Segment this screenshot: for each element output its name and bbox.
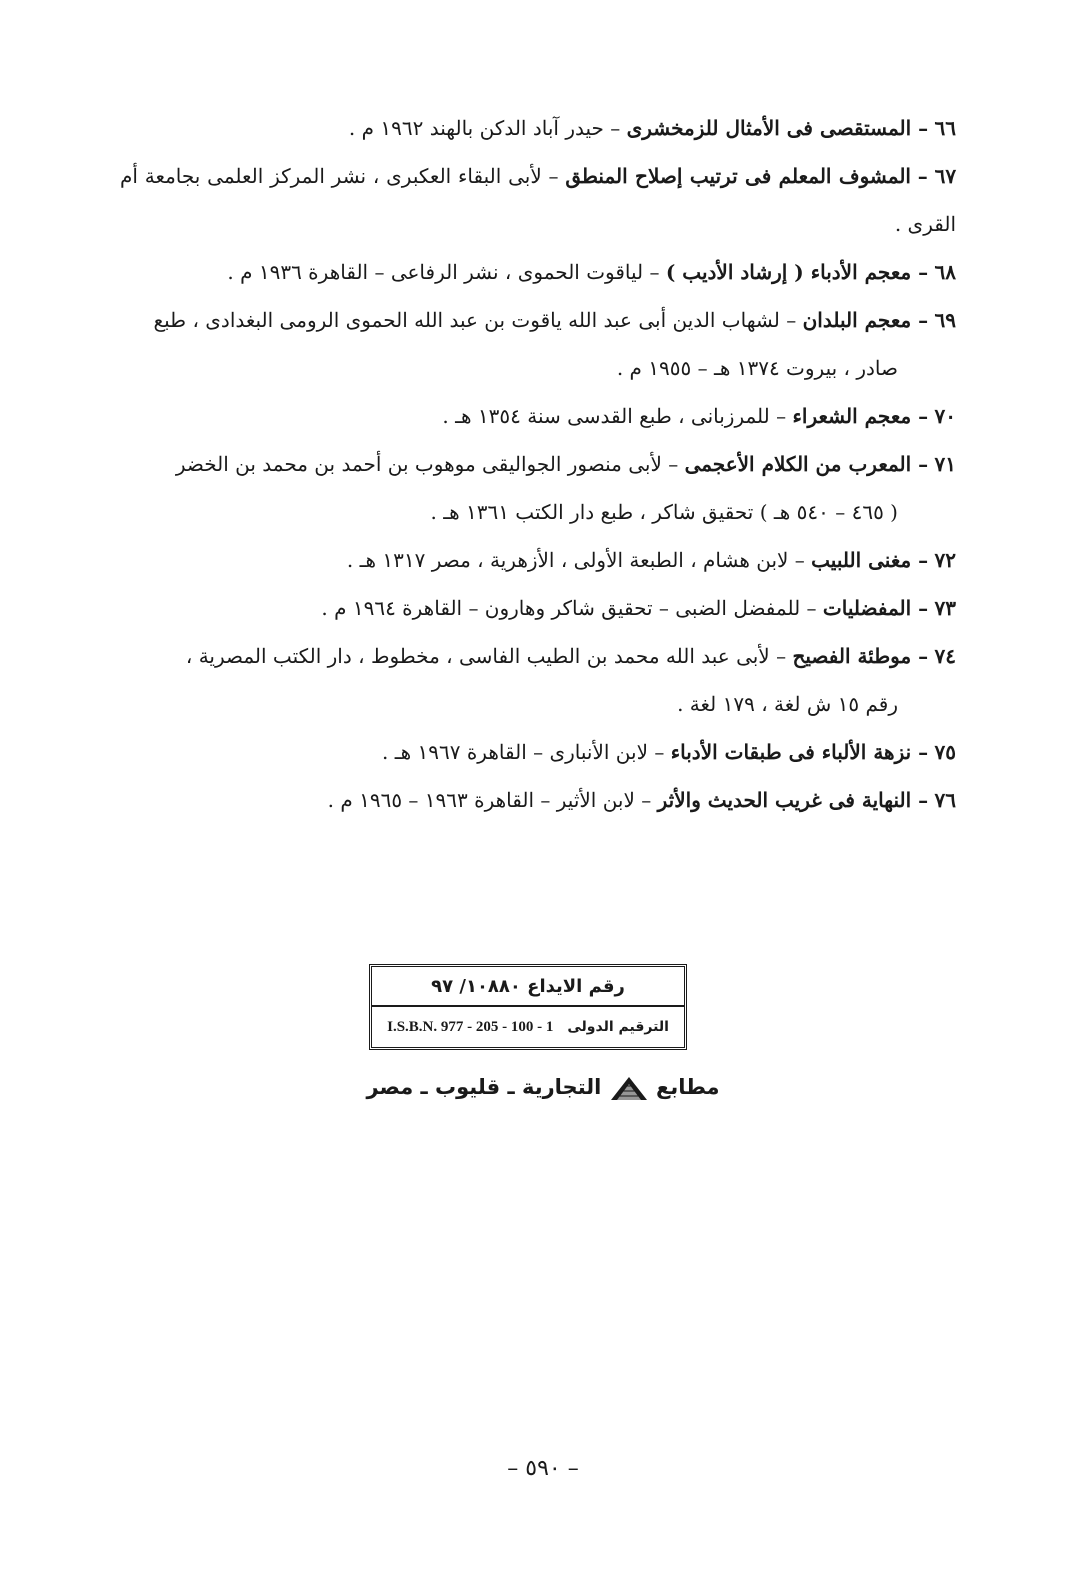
reference-title: معجم الشعراء <box>792 404 912 428</box>
reference-item: ٧٢ – مغنى اللبيب – لابن هشام ، الطبعة الأولى ، الأزهرية ، مصر ١٣١٧ هـ . <box>346 548 956 572</box>
reference-details: لابن هشام ، الطبعة الأولى ، الأزهرية ، مصر ١٣١٧ هـ . <box>346 548 789 572</box>
reference-item: ٧٤ – موطئة الفصيح – لأبى عبد الله محمد بن الطيب الفاسى ، مخطوط ، دار الكتب المصرية ، رقم ١٥ ش لغة ، ١٧٩ لغة . <box>120 632 956 728</box>
reference-item: ٦٦ – المستقصى فى الأمثال للزمخشرى – حيدر آباد الدكن بالهند ١٩٦٢ م . <box>348 116 956 140</box>
reference-item: ٧٥ – نزهة الألباء فى طبقات الأدباء – لابن الأنبارى – القاهرة ١٩٦٧ هـ . <box>382 740 956 764</box>
reference-number: ٧١ <box>934 452 956 476</box>
reference-details: لابن الأثير – القاهرة ١٩٦٣ – ١٩٦٥ م . <box>327 788 635 812</box>
printer-name-start: مطابع <box>655 1075 720 1099</box>
reference-list <box>120 104 956 824</box>
reference-details: لأبى عبد الله محمد بن الطيب الفاسى ، مخطوط ، دار الكتب المصرية ، <box>185 644 770 668</box>
reference-details: لابن الأنبارى – القاهرة ١٩٦٧ هـ . <box>382 740 648 764</box>
reference-title: معجم البلدان <box>802 308 912 332</box>
reference-number: ٧٣ <box>934 596 956 620</box>
reference-item: ٧١ – المعرب من الكلام الأعجمى – لأبى منصور الجواليقى موهوب بن أحمد بن محمد بن الخضر ( ٤٦٥ – ٥٤٠ هـ ) تحقيق شاكر ، طبع دار الكتب ١٣٦١ هـ . <box>120 440 956 536</box>
reference-details: للمفضل الضبى – تحقيق شاكر وهارون – القاهرة ١٩٦٤ م . <box>321 596 801 620</box>
page-number: – ٥٩٠ – <box>507 1456 579 1481</box>
isbn-value: I.S.B.N. 977 - 205 - 100 - 1 <box>387 1018 554 1035</box>
reference-item: ٧٣ – المفضليات – للمفضل الضبى – تحقيق شاكر وهارون – القاهرة ١٩٦٤ م . <box>321 596 956 620</box>
reference-title: المعرب من الكلام الأعجمى <box>684 452 912 476</box>
isbn-label: الترقيم الدولى <box>567 1019 669 1035</box>
reference-details: للمرزبانى ، طبع القدسى سنة ١٣٥٤ هـ . <box>442 404 770 428</box>
reference-title: المشوف المعلم فى ترتيب إصلاح المنطق <box>565 164 911 188</box>
deposit-number-box <box>369 964 687 1050</box>
reference-title: النهاية فى غريب الحديث والأثر <box>657 788 912 812</box>
reference-title: نزهة الألباء فى طبقات الأدباء <box>670 740 912 764</box>
reference-item: ٦٧ – المشوف المعلم فى ترتيب إصلاح المنطق – لأبى البقاء العكبرى ، نشر المركز العلمى بجامعة أم القرى . <box>120 164 957 236</box>
reference-number: ٧٢ <box>934 548 956 572</box>
reference-item: ٧٦ – النهاية فى غريب الحديث والأثر – لابن الأثير – القاهرة ١٩٦٣ – ١٩٦٥ م . <box>327 788 956 812</box>
reference-title: مغنى اللبيب <box>811 548 912 572</box>
reference-title: معجم الأدباء ( إرشاد الأديب ) <box>665 260 912 284</box>
reference-number: ٦٦ <box>934 116 956 140</box>
pyramid-logo-icon <box>609 1074 649 1102</box>
printer-name-end: التجارية ـ قليوب ـ مصر <box>366 1075 602 1099</box>
reference-details: لأبى البقاء العكبرى ، نشر المركز العلمى بجامعة أم القرى . <box>120 164 956 236</box>
printer-imprint <box>0 1074 1086 1102</box>
reference-details: لشهاب الدين أبى عبد الله ياقوت بن عبد الله الحموى الرومى البغدادى ، طبع <box>153 308 780 332</box>
reference-details: لأبى منصور الجواليقى موهوب بن أحمد بن محمد بن الخضر <box>175 452 662 476</box>
reference-title: موطئة الفصيح <box>792 644 912 668</box>
reference-item: ٦٩ – معجم البلدان – لشهاب الدين أبى عبد الله ياقوت بن عبد الله الحموى الرومى البغدادى ، طبع صادر ، بيروت ١٣٧٤ هـ – ١٩٥٥ م . <box>120 296 956 392</box>
reference-number: ٧٠ <box>934 404 956 428</box>
reference-title: المفضليات <box>822 596 912 620</box>
reference-item: ٧٠ – معجم الشعراء – للمرزبانى ، طبع القدسى سنة ١٣٥٤ هـ . <box>442 404 956 428</box>
reference-details: حيدر آباد الدكن بالهند ١٩٦٢ م . <box>348 116 604 140</box>
reference-details: لياقوت الحموى ، نشر الرفاعى – القاهرة ١٩٣٦ م . <box>227 260 644 284</box>
reference-number: ٦٧ <box>934 164 957 188</box>
reference-number: ٦٨ <box>934 260 956 284</box>
reference-title: المستقصى فى الأمثال للزمخشرى <box>626 116 912 140</box>
reference-item: ٦٨ – معجم الأدباء ( إرشاد الأديب ) – لياقوت الحموى ، نشر الرفاعى – القاهرة ١٩٣٦ م . <box>227 260 956 284</box>
reference-continuation: صادر ، بيروت ١٣٧٤ هـ – ١٩٥٥ م . <box>616 356 898 380</box>
reference-continuation: ( ٤٦٥ – ٥٤٠ هـ ) تحقيق شاكر ، طبع دار الكتب ١٣٦١ هـ . <box>430 500 898 524</box>
reference-number: ٧٥ <box>934 740 956 764</box>
isbn-row <box>372 1007 684 1047</box>
reference-number: ٧٤ <box>934 644 956 668</box>
reference-number: ٧٦ <box>934 788 956 812</box>
reference-continuation: رقم ١٥ ش لغة ، ١٧٩ لغة . <box>677 692 898 716</box>
deposit-number: رقم الايداع ١٠٨٨٠/ ٩٧ <box>372 967 684 1007</box>
reference-number: ٦٩ <box>934 308 956 332</box>
